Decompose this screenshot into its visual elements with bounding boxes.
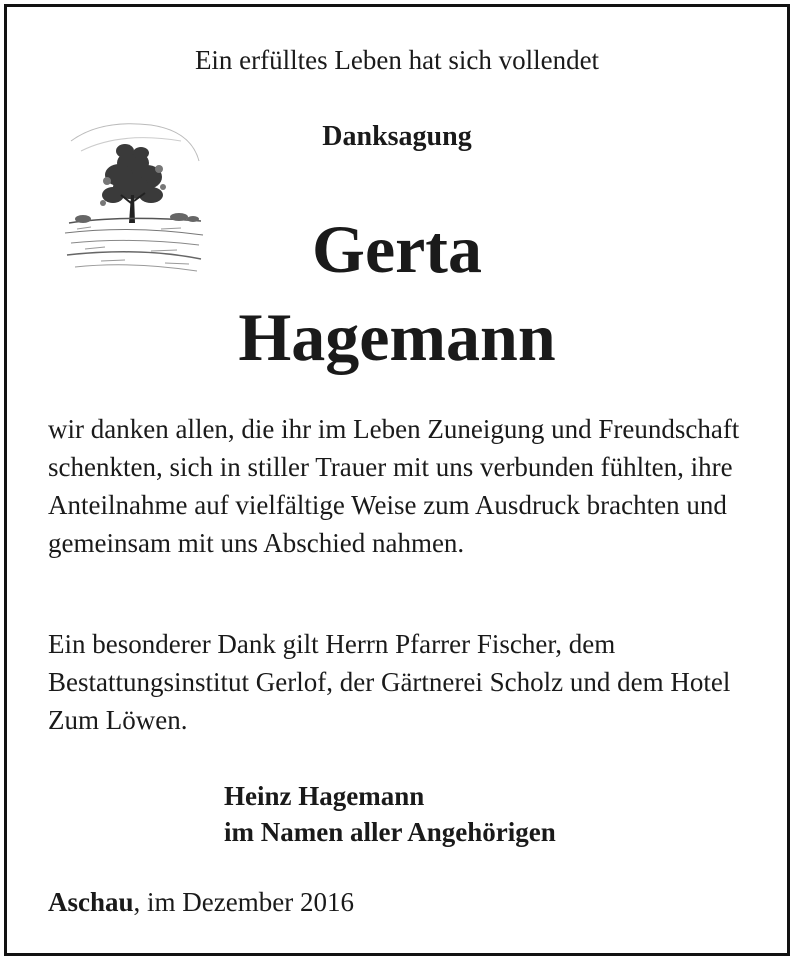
signature-relation: im Namen aller Angehörigen [224, 817, 556, 847]
obituary-notice [4, 4, 790, 956]
thanks-paragraph: wir danken allen, die ihr im Leben Zuneigung und Freundschaft schenkten, sich in stiller Trauer mit uns verbunden fühlten, ihre Anteilnahme auf vielfältige Weise zum Ausdruck brachten und gemeinsam mit uns Abschied nahmen. [48, 414, 740, 558]
place: Aschau [48, 887, 134, 917]
place-date [48, 887, 354, 918]
deceased-last-name: Hagemann [238, 299, 556, 375]
special-thanks-paragraph: Ein besonderer Dank gilt Herrn Pfarrer Fischer, dem Bestattungsinstitut Gerlof, der Gärtnerei Scholz und dem Hotel Zum Löwen. [48, 629, 731, 735]
signature-name: Heinz Hagemann [224, 781, 425, 811]
heading: Danksagung [322, 121, 472, 152]
date-text: , im Dezember 2016 [133, 887, 354, 917]
signature-block [224, 778, 556, 850]
intro-line: Ein erfülltes Leben hat sich vollendet [194, 45, 600, 75]
deceased-first-name: Gerta [312, 211, 482, 287]
